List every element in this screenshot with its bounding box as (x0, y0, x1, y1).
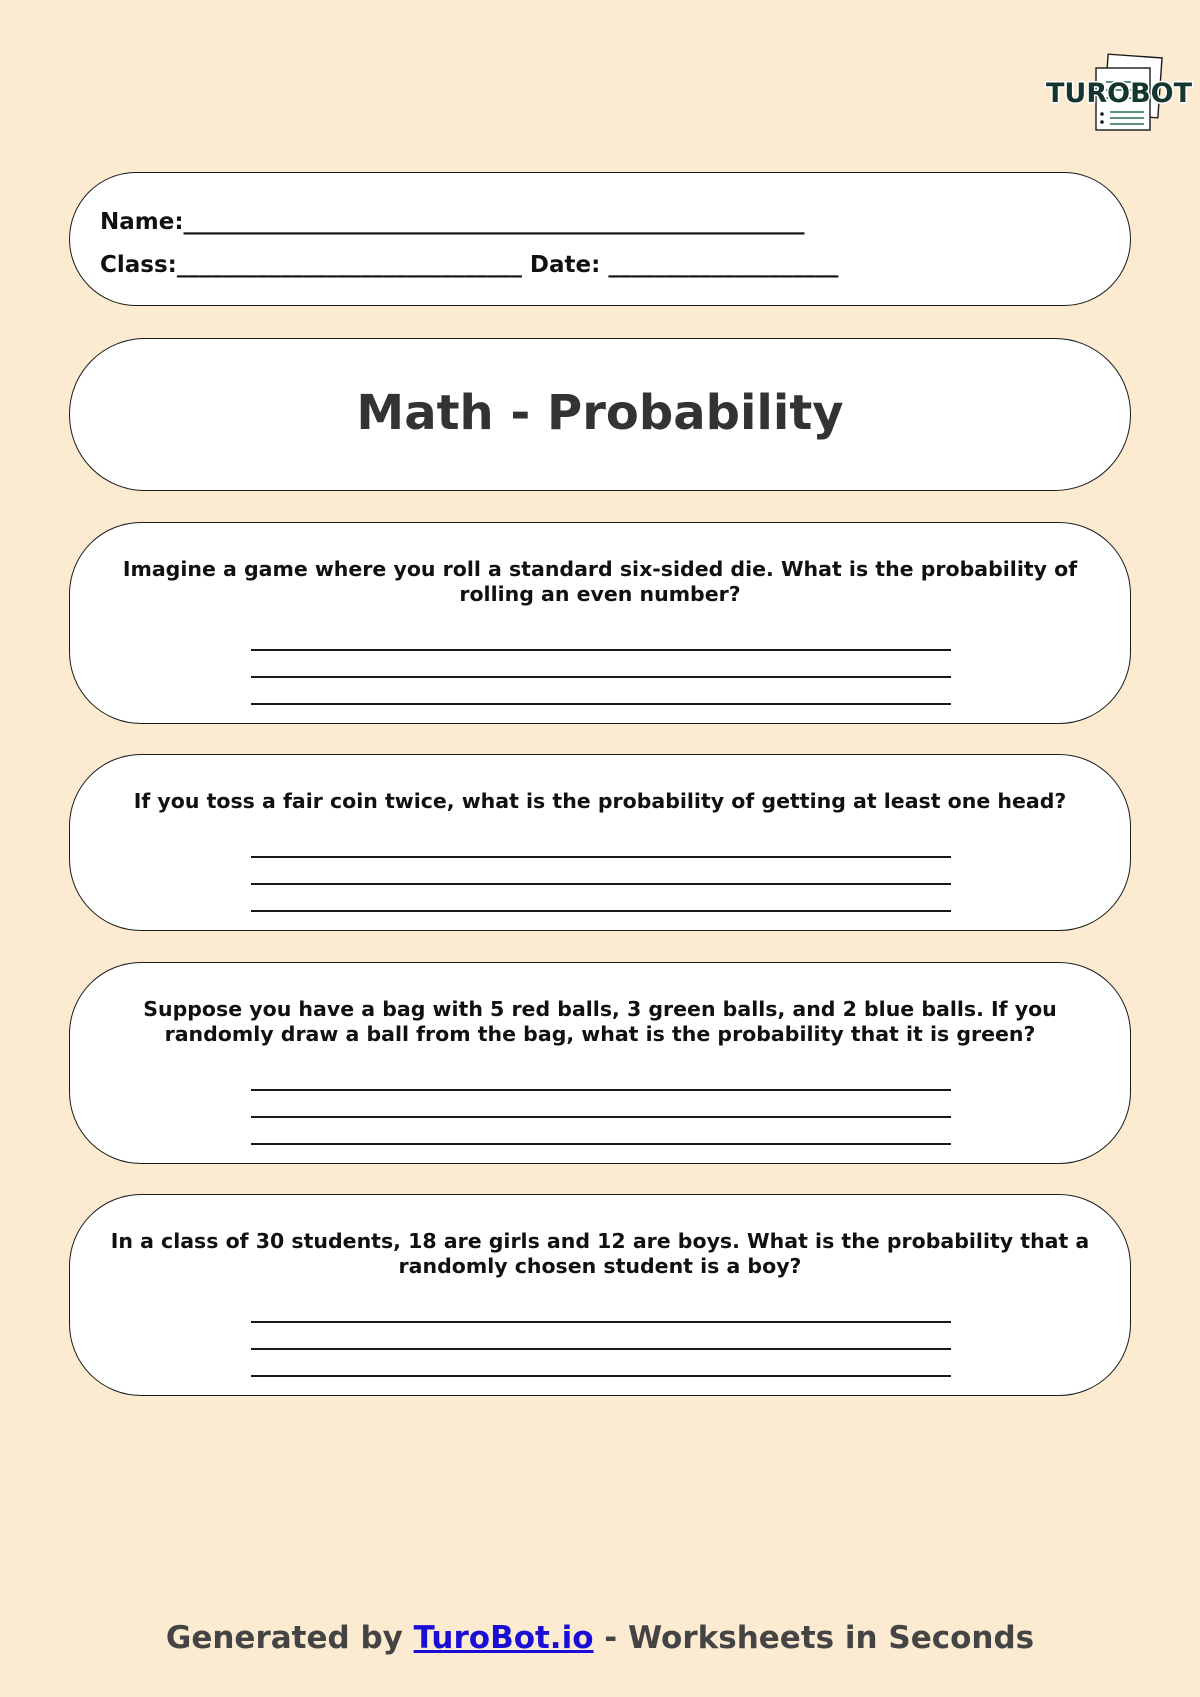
answer-line[interactable] (251, 1375, 951, 1377)
answer-line[interactable] (251, 1143, 951, 1145)
turobot-link[interactable]: TuroBot.io (413, 1620, 594, 1656)
answer-line[interactable] (251, 1321, 951, 1323)
question-card (69, 1194, 1131, 1396)
answer-line[interactable] (251, 676, 951, 678)
footer-prefix: Generated by (165, 1620, 414, 1656)
footer (0, 1620, 1200, 1656)
question-card (69, 962, 1131, 1164)
student-info-card (69, 172, 1131, 306)
title-card (69, 338, 1131, 491)
name-label: Name: (100, 209, 184, 235)
answer-line[interactable] (251, 856, 951, 858)
question-card (69, 522, 1131, 724)
worksheet-pages-icon (1044, 52, 1193, 136)
name-row (100, 209, 805, 235)
question-text: Imagine a game where you roll a standard six-sided die. What is the probability of rolling an even number? (122, 557, 1078, 606)
answer-line[interactable] (251, 910, 951, 912)
date-field[interactable]: ____________________ (608, 252, 839, 278)
answer-line[interactable] (251, 883, 951, 885)
question-text: In a class of 30 students, 18 are girls and 12 are boys. What is the probability that a randomly chosen student is a boy? (110, 1229, 1090, 1278)
class-label: Class: (100, 252, 177, 278)
footer-suffix: - Worksheets in Seconds (593, 1620, 1035, 1656)
page-title: Math - Probability (356, 385, 844, 441)
class-field[interactable]: ______________________________ (176, 252, 522, 278)
answer-line[interactable] (251, 649, 951, 651)
name-field[interactable]: ______________________________________________________ (183, 209, 805, 235)
date-label: Date: (529, 252, 601, 278)
turobot-logo (1044, 52, 1193, 136)
answer-line[interactable] (251, 1348, 951, 1350)
logo-text: TUROBOT (1046, 78, 1193, 109)
question-text: Suppose you have a bag with 5 red balls, 3 green balls, and 2 blue balls. If you randomly draw a ball from the bag, what is the probability that it is green? (143, 997, 1057, 1046)
answer-line[interactable] (251, 1089, 951, 1091)
question-text: If you toss a fair coin twice, what is the probability of getting at least one head? (133, 789, 1067, 813)
class-date-row (100, 252, 838, 278)
question-card (69, 754, 1131, 931)
answer-line[interactable] (251, 703, 951, 705)
answer-line[interactable] (251, 1116, 951, 1118)
